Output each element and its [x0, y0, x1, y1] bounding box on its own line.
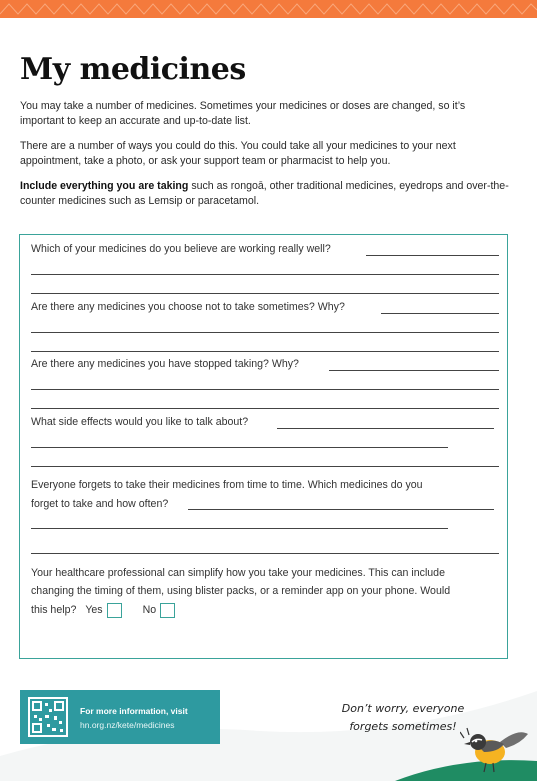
- questions-box: [19, 234, 508, 659]
- intro-rest-text: such as rongoā, other traditional medicines, eyedrops and over-the-counter medicines such as Lemsip or paracetamol.: [20, 180, 509, 207]
- answer-line[interactable]: [31, 389, 499, 390]
- question-5-line-2: forget to take and how often?: [31, 498, 169, 510]
- top-pattern-band: [0, 0, 537, 18]
- info-footer: [20, 690, 220, 744]
- question-6-line-1: Your healthcare professional can simplify how you take your medicines. This can include: [31, 567, 445, 579]
- answer-line[interactable]: [277, 428, 494, 429]
- note-line-2: forgets sometimes!: [349, 720, 457, 733]
- no-checkbox[interactable]: [160, 603, 175, 618]
- question-3: Are there any medicines you have stopped taking? Why?: [31, 358, 299, 370]
- answer-line[interactable]: [366, 255, 499, 256]
- question-6-line-2: changing the timing of them, using blister packs, or a reminder app on your phone. Would: [31, 585, 451, 597]
- question-6-text: this help?: [31, 604, 77, 616]
- no-label: No: [142, 604, 157, 616]
- answer-line[interactable]: [31, 293, 499, 294]
- answer-line[interactable]: [31, 553, 499, 554]
- qr-code[interactable]: [28, 697, 68, 737]
- zigzag-pattern: [0, 0, 537, 18]
- yes-label: Yes: [85, 604, 103, 616]
- answer-line[interactable]: [329, 370, 499, 371]
- answer-line[interactable]: [31, 528, 448, 529]
- intro-bold-text: Include everything you are taking: [20, 180, 189, 192]
- answer-line[interactable]: [31, 274, 499, 275]
- intro-paragraph-2: There are a number of ways you could do this. You could take all your medicines to your next appointment, take a photo, or ask your support team or pharmacist to help you.: [20, 140, 456, 167]
- question-6-line-3: [31, 601, 175, 620]
- question-2: Are there any medicines you choose not to take sometimes? Why?: [31, 301, 345, 313]
- answer-line[interactable]: [31, 351, 499, 352]
- intro-paragraph-3: [20, 179, 512, 209]
- note-line-1: Don’t worry, everyone: [341, 702, 465, 715]
- reassurance-note: [333, 700, 473, 736]
- page-title: My medicines: [20, 52, 246, 87]
- answer-line[interactable]: [31, 447, 448, 448]
- fantail-bird-illustration: [460, 722, 530, 777]
- intro-paragraph-1: You may take a number of medicines. Sometimes your medicines or doses are changed, so it’s important to keep an accurate and up-to-date list.: [20, 100, 466, 127]
- question-5-line-1: Everyone forgets to take their medicines from time to time. Which medicines do you: [31, 479, 423, 491]
- question-1: Which of your medicines do you believe are working really well?: [31, 243, 331, 255]
- answer-line[interactable]: [381, 313, 499, 314]
- more-info-link[interactable]: hn.org.nz/kete/medicines: [80, 720, 175, 730]
- yes-checkbox[interactable]: [107, 603, 122, 618]
- question-4: What side effects would you like to talk about?: [31, 416, 249, 428]
- answer-line[interactable]: [31, 408, 499, 409]
- qr-code-pattern: [30, 699, 66, 735]
- answer-line[interactable]: [188, 509, 494, 510]
- more-info-label: For more information, visit: [80, 706, 188, 716]
- answer-line[interactable]: [31, 466, 499, 467]
- answer-line[interactable]: [31, 332, 499, 333]
